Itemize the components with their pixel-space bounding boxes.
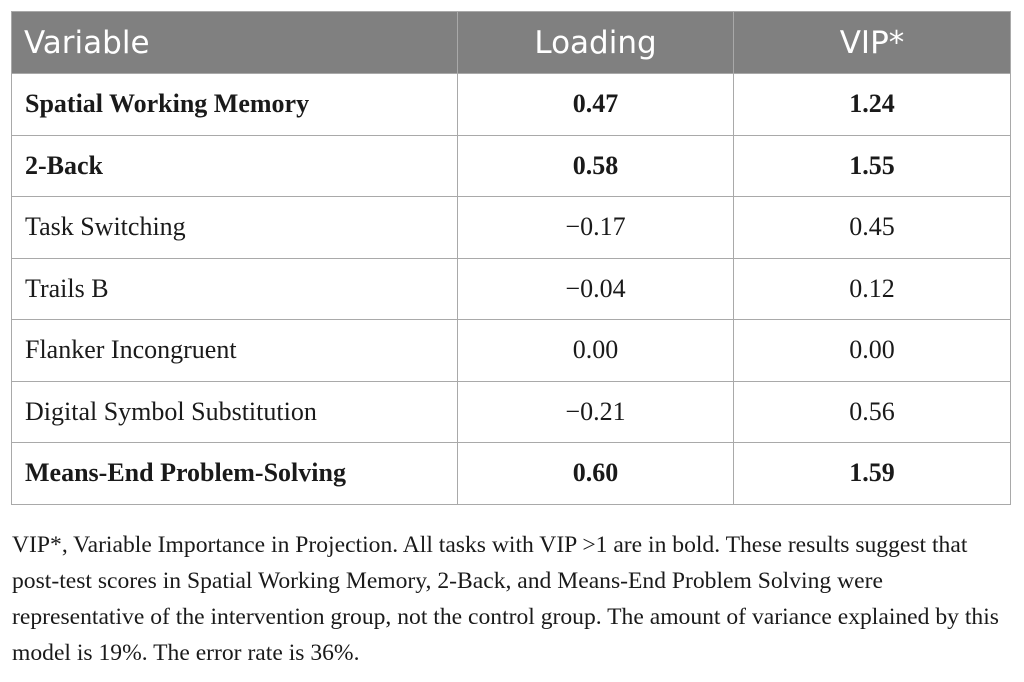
cell-loading: 0.00	[458, 320, 734, 382]
cell-vip: 1.55	[734, 135, 1011, 197]
table-footnote: VIP*, Variable Importance in Projection. All tasks with VIP >1 are in bold. These results suggest that post-test scores in Spatial Working Memory, 2-Back, and Means-End Problem Solving were representative of the intervention group, not the control group. The amount of variance explained by this model is 19%. The error rate is 36%.	[12, 532, 999, 666]
table-row	[12, 443, 1011, 505]
cell-loading: 0.60	[458, 443, 734, 505]
cell-loading: −0.04	[458, 258, 734, 320]
cell-loading: −0.21	[458, 381, 734, 443]
cell-vip: 0.12	[734, 258, 1011, 320]
cell-variable: Means-End Problem-Solving	[12, 443, 458, 505]
table-row	[12, 197, 1011, 259]
cell-vip: 0.56	[734, 381, 1011, 443]
table-row	[12, 135, 1011, 197]
header-variable: Variable	[12, 12, 458, 74]
cell-vip: 0.45	[734, 197, 1011, 259]
table-header	[12, 12, 1011, 74]
table-row	[12, 74, 1011, 136]
cell-variable: 2-Back	[12, 135, 458, 197]
results-table	[11, 11, 1011, 505]
table-row	[12, 320, 1011, 382]
header-loading: Loading	[458, 12, 734, 74]
header-vip: VIP*	[734, 12, 1011, 74]
cell-loading: 0.47	[458, 74, 734, 136]
cell-loading: −0.17	[458, 197, 734, 259]
cell-variable: Trails B	[12, 258, 458, 320]
cell-vip: 0.00	[734, 320, 1011, 382]
cell-variable: Flanker Incongruent	[12, 320, 458, 382]
table-row	[12, 381, 1011, 443]
cell-vip: 1.24	[734, 74, 1011, 136]
table-body	[12, 74, 1011, 505]
cell-vip: 1.59	[734, 443, 1011, 505]
cell-loading: 0.58	[458, 135, 734, 197]
table-row	[12, 258, 1011, 320]
cell-variable: Digital Symbol Substitution	[12, 381, 458, 443]
results-table-container	[11, 11, 1010, 505]
cell-variable: Task Switching	[12, 197, 458, 259]
cell-variable: Spatial Working Memory	[12, 74, 458, 136]
header-row	[12, 12, 1011, 74]
